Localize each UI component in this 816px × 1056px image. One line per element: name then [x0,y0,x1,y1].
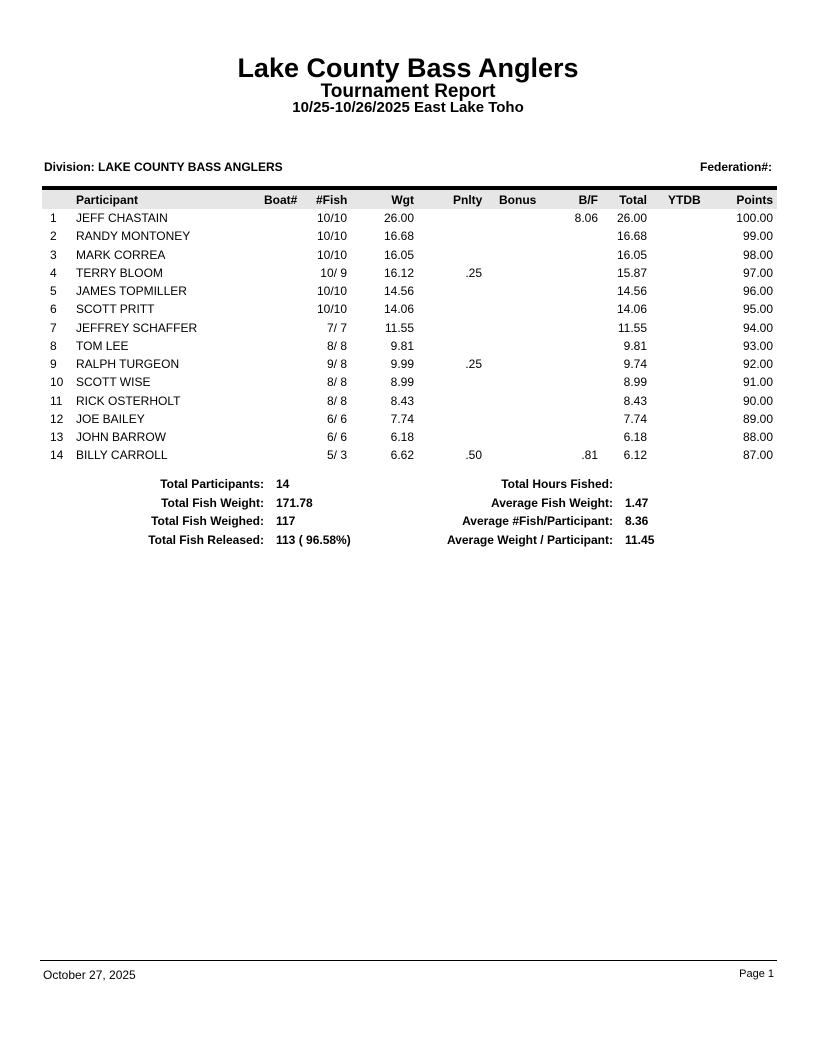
col-total: Total [619,193,647,207]
row-total: 6.18 [623,430,647,444]
summary-value: 1.47 [625,496,649,510]
footer-rule [40,960,777,961]
row-fish: 10/10 [316,248,347,262]
row-participant: SCOTT PRITT [76,302,155,316]
row-participant: TERRY BLOOM [76,266,163,280]
row-participant: BILLY CARROLL [76,448,168,462]
row-place: 11 [50,394,63,408]
summary-label: Total Fish Released: [148,533,264,547]
col-fish: #Fish [316,193,348,207]
row-fish: 10/10 [316,284,347,298]
row-pnlty: .50 [465,448,482,462]
row-fish: 10/10 [316,211,347,225]
report-title: Lake County Bass Anglers [237,53,579,83]
row-total: 14.56 [616,284,647,298]
summary-value: 11.45 [625,533,655,547]
summary-value: 171.78 [276,496,313,510]
row-wgt: 9.99 [390,357,414,371]
row-place: 3 [50,248,57,262]
row-points: 95.00 [742,302,773,316]
summary-label: Average #Fish/Participant: [462,514,613,528]
event-dates-location: 10/25-10/26/2025 East Lake Toho [292,99,524,116]
row-points: 88.00 [742,430,773,444]
col-bonus: Bonus [499,193,537,207]
row-wgt: 6.62 [390,448,414,462]
row-points: 89.00 [742,412,773,426]
summary-value: 117 [276,514,296,528]
row-total: 11.55 [617,321,647,335]
row-fish: 7/ 7 [326,321,347,335]
col-wgt: Wgt [391,193,414,207]
row-bf: 8.06 [574,211,598,225]
row-participant: JEFFREY SCHAFFER [76,321,198,335]
row-place: 13 [50,430,64,444]
row-points: 90.00 [742,394,773,408]
row-wgt: 8.99 [390,375,414,389]
row-total: 8.43 [623,394,647,408]
division-label: Division: LAKE COUNTY BASS ANGLERS [44,160,283,174]
summary-label: Total Fish Weighed: [151,514,264,528]
row-wgt: 16.68 [383,229,414,243]
row-participant: JOE BAILEY [76,412,145,426]
row-points: 98.00 [742,248,773,262]
row-fish: 6/ 6 [326,412,347,426]
col-participant: Participant [76,193,139,207]
row-pnlty: .25 [465,357,482,371]
row-total: 16.68 [616,229,647,243]
row-total: 9.74 [623,357,647,371]
row-wgt: 14.06 [383,302,414,316]
row-fish: 8/ 8 [326,375,347,389]
row-participant: TOM LEE [76,339,129,353]
row-points: 97.00 [742,266,773,280]
col-pnlty: Pnlty [453,193,483,207]
summary-label: Total Fish Weight: [161,496,264,510]
row-fish: 10/10 [316,302,347,316]
row-points: 96.00 [742,284,773,298]
row-fish: 10/ 9 [320,266,347,280]
row-wgt: 6.18 [390,430,414,444]
row-wgt: 9.81 [390,339,414,353]
row-wgt: 8.43 [390,394,414,408]
row-participant: JOHN BARROW [76,430,166,444]
row-wgt: 7.74 [390,412,414,426]
summary-label: Average Weight / Participant: [446,533,613,547]
row-participant: JAMES TOPMILLER [76,284,187,298]
report-date: October 27, 2025 [43,968,136,982]
row-total: 6.12 [623,448,647,462]
row-total: 16.05 [616,248,647,262]
row-place: 14 [50,448,64,462]
row-place: 4 [50,266,57,280]
row-points: 94.00 [742,321,773,335]
row-participant: SCOTT WISE [76,375,151,389]
row-pnlty: .25 [465,266,482,280]
row-place: 1 [50,211,57,225]
row-place: 9 [50,357,57,371]
row-place: 5 [50,284,57,298]
page-number: Page 1 [739,968,774,980]
summary-label: Average Fish Weight: [490,496,613,510]
row-points: 91.00 [742,375,773,389]
row-participant: RICK OSTERHOLT [76,394,181,408]
summary-value: 14 [276,477,290,491]
row-bf: .81 [581,448,598,462]
row-place: 2 [50,229,57,243]
row-total: 14.06 [616,302,647,316]
row-fish: 5/ 3 [326,448,347,462]
row-points: 99.00 [742,229,773,243]
summary-label: Total Participants: [160,477,264,491]
col-bf: B/F [578,193,598,207]
row-total: 26.00 [616,211,647,225]
summary-value: 113 ( 96.58%) [276,533,351,547]
row-fish: 6/ 6 [326,430,347,444]
row-fish: 9/ 8 [326,357,347,371]
row-place: 6 [50,302,57,316]
row-wgt: 16.05 [383,248,414,262]
row-total: 8.99 [623,375,647,389]
row-wgt: 11.55 [384,321,414,335]
row-points: 93.00 [742,339,773,353]
row-total: 7.74 [623,412,647,426]
row-fish: 8/ 8 [326,394,347,408]
row-place: 12 [50,412,64,426]
row-wgt: 26.00 [383,211,414,225]
row-points: 87.00 [742,448,773,462]
row-points: 92.00 [742,357,773,371]
row-total: 9.81 [623,339,647,353]
row-participant: RALPH TURGEON [76,357,180,371]
summary-value: 8.36 [625,514,649,528]
col-points: Points [736,193,773,207]
row-place: 7 [50,321,57,335]
row-participant: MARK CORREA [76,248,166,262]
row-participant: JEFF CHASTAIN [76,211,168,225]
col-boat: Boat# [264,193,298,207]
row-wgt: 16.12 [383,266,414,280]
row-fish: 8/ 8 [326,339,347,353]
row-wgt: 14.56 [383,284,414,298]
federation-label: Federation#: [699,160,772,174]
row-participant: RANDY MONTONEY [76,229,191,243]
report-subtitle: Tournament Report [320,81,496,102]
row-total: 15.87 [616,266,647,280]
row-place: 10 [50,375,64,389]
row-fish: 10/10 [316,229,347,243]
row-place: 8 [50,339,57,353]
row-points: 100.00 [736,211,773,225]
summary-label: Total Hours Fished: [501,477,613,491]
col-ytdb: YTDB [668,193,701,207]
